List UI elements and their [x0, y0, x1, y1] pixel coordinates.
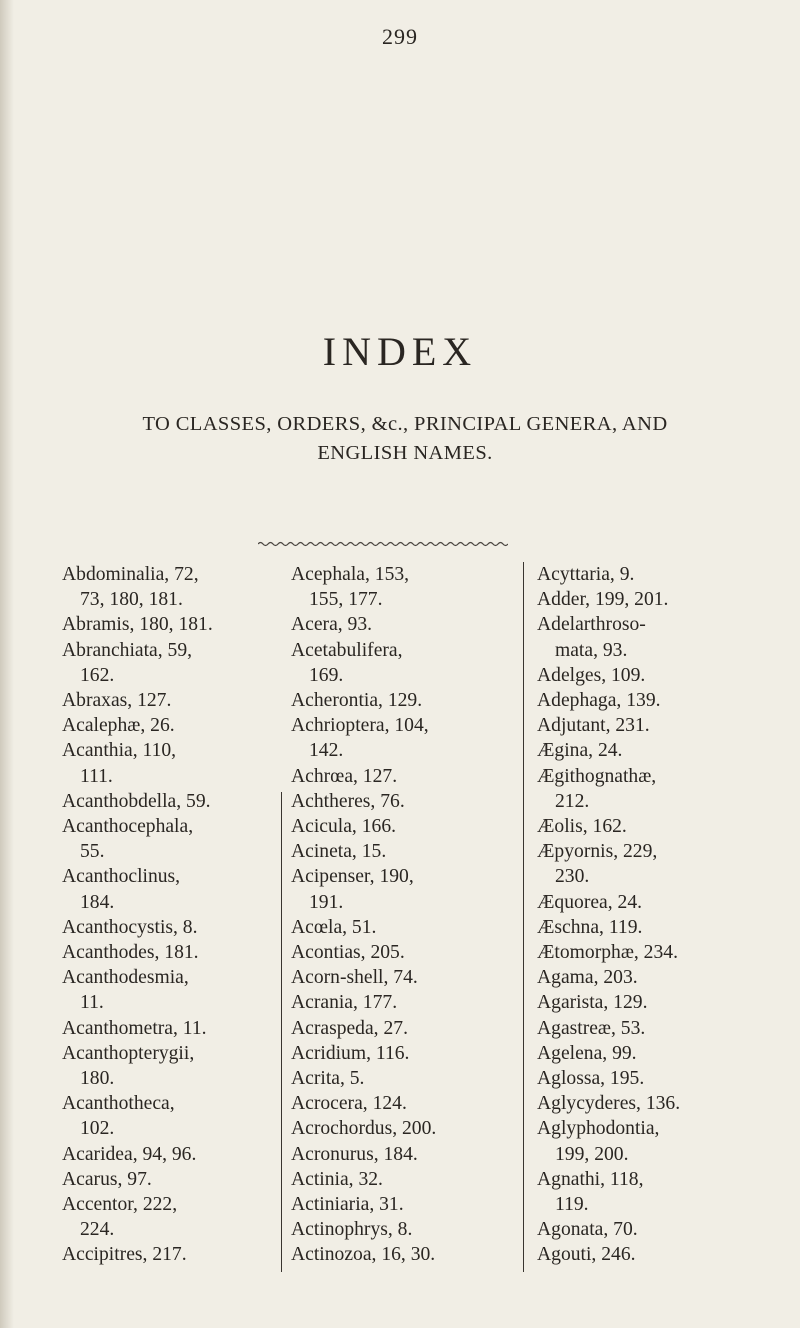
index-entry: Actinophrys, 8. [291, 1219, 413, 1241]
index-entry: Aglycyderes, 136. [537, 1093, 681, 1115]
index-entry-continuation: 230. [555, 866, 590, 888]
index-entry: Abraxas, 127. [62, 690, 172, 712]
column-divider [281, 792, 282, 1272]
index-entry-continuation: 191. [309, 891, 344, 913]
index-entry: Acraspeda, 27. [291, 1017, 408, 1039]
index-entry: Abramis, 180, 181. [62, 614, 213, 636]
index-entry-continuation: 111. [80, 765, 113, 787]
index-entry: Accentor, 222, [62, 1194, 178, 1216]
index-entry: Adephaga, 139. [537, 690, 661, 712]
index-entry: Agastreæ, 53. [537, 1017, 646, 1039]
subtitle-line-1: TO CLASSES, ORDERS, &c., PRINCIPAL GENERA, AND [142, 413, 668, 435]
index-entry: Acipenser, 190, [291, 866, 414, 888]
index-entry: Acanthia, 110, [62, 740, 177, 762]
index-entry: Ætomorphæ, 234. [537, 942, 678, 964]
wavy-rule-ornament [258, 540, 508, 548]
index-entry: Abranchiata, 59, [62, 639, 193, 661]
index-entry: Aglyphodontia, [537, 1118, 660, 1140]
index-entry: Agelena, 99. [537, 1042, 637, 1064]
index-entry: Achtheres, 76. [291, 790, 405, 812]
index-entry: Acanthodes, 181. [62, 942, 199, 964]
index-entry-continuation: 169. [309, 664, 344, 686]
index-entry: Acanthobdella, 59. [62, 790, 211, 812]
index-entry-continuation: 224. [80, 1219, 115, 1241]
index-entry-continuation: 162. [80, 664, 115, 686]
index-entry: Acanthocephala, [62, 816, 194, 838]
index-entry: Accipitres, 217. [62, 1244, 187, 1266]
subtitle [60, 410, 750, 468]
index-entry: Acera, 93. [291, 614, 373, 636]
page-title: INDEX [322, 329, 478, 374]
index-column-2 [291, 562, 506, 1268]
subtitle-line-2: ENGLISH NAMES. [317, 442, 493, 464]
index-entry-continuation: 102. [80, 1118, 115, 1140]
index-column-1 [62, 562, 267, 1268]
index-entry: Acrochordus, 200. [291, 1118, 437, 1140]
index-entry: Acarus, 97. [62, 1168, 152, 1190]
index-entry: Acyttaria, 9. [537, 564, 635, 585]
index-entry-continuation: 155, 177. [309, 589, 383, 611]
index-entry: Acaridea, 94, 96. [62, 1143, 197, 1165]
index-entry: Acineta, 15. [291, 841, 387, 863]
index-entry-continuation: 184. [80, 891, 115, 913]
index-entry: Actinia, 32. [291, 1168, 383, 1190]
index-entry: Acorn-shell, 74. [291, 967, 418, 989]
index-entry: Acrita, 5. [291, 1068, 365, 1090]
index-entry: Actinozoa, 16, 30. [291, 1244, 436, 1266]
index-entry: Acanthopterygii, [62, 1042, 195, 1064]
index-entry: Acetabulifera, [291, 639, 403, 661]
index-entry-continuation: 73, 180, 181. [80, 589, 183, 611]
index-entry: Ægina, 24. [537, 740, 623, 762]
index-entry: Agouti, 246. [537, 1244, 636, 1266]
page-number: 299 [382, 24, 418, 49]
index-entry: Acanthotheca, [62, 1093, 175, 1115]
index-entry: Achrioptera, 104, [291, 715, 429, 737]
index-entry: Agnathi, 118, [537, 1168, 644, 1190]
index-entry: Adjutant, 231. [537, 715, 650, 737]
index-entry: Æpyornis, 229, [537, 841, 658, 863]
index-entry: Abdominalia, 72, [62, 564, 199, 585]
index-entry: Acronurus, 184. [291, 1143, 418, 1165]
index-entry: Æolis, 162. [537, 816, 627, 838]
index-entry-continuation: 119. [555, 1194, 589, 1216]
index-entry: Acanthometra, 11. [62, 1017, 207, 1039]
index-entry: Acanthodesmia, [62, 967, 189, 989]
index-entry-continuation: mata, 93. [555, 639, 628, 661]
index-entry: Achrœa, 127. [291, 765, 398, 787]
index-entry-continuation: 199, 200. [555, 1143, 629, 1165]
index-entry: Adder, 199, 201. [537, 589, 669, 611]
index-entry: Aglossa, 195. [537, 1068, 645, 1090]
index-entry-continuation: 142. [309, 740, 344, 762]
index-entry-continuation: 212. [555, 790, 590, 812]
index-entry-continuation: 11. [80, 992, 104, 1014]
index-entry-continuation: 180. [80, 1068, 115, 1090]
index-entry: Agarista, 129. [537, 992, 648, 1014]
index-entry: Ægithognathæ, [537, 765, 657, 787]
index-entry-continuation: 55. [80, 841, 105, 863]
index-entry: Acridium, 116. [291, 1042, 410, 1064]
index-entry: Acalephæ, 26. [62, 715, 175, 737]
index-entry: Acephala, 153, [291, 564, 410, 585]
index-entry: Acanthocystis, 8. [62, 916, 198, 938]
index-entry: Adelarthroso- [537, 614, 646, 636]
index-entry: Acrocera, 124. [291, 1093, 407, 1115]
index-entry: Acherontia, 129. [291, 690, 423, 712]
index-entry: Agama, 203. [537, 967, 638, 989]
index-column-3 [537, 562, 777, 1268]
index-entry: Acicula, 166. [291, 816, 397, 838]
index-entry: Acrania, 177. [291, 992, 398, 1014]
index-entry: Adelges, 109. [537, 664, 646, 686]
index-entry: Actiniaria, 31. [291, 1194, 404, 1216]
index-entry: Acontias, 205. [291, 942, 405, 964]
index-entry: Agonata, 70. [537, 1219, 638, 1241]
column-divider [523, 562, 524, 1272]
index-columns [0, 562, 800, 1266]
index-entry: Æschna, 119. [537, 916, 643, 938]
index-entry: Acœla, 51. [291, 916, 377, 938]
index-entry: Acanthoclinus, [62, 866, 181, 888]
index-entry: Æquorea, 24. [537, 891, 643, 913]
